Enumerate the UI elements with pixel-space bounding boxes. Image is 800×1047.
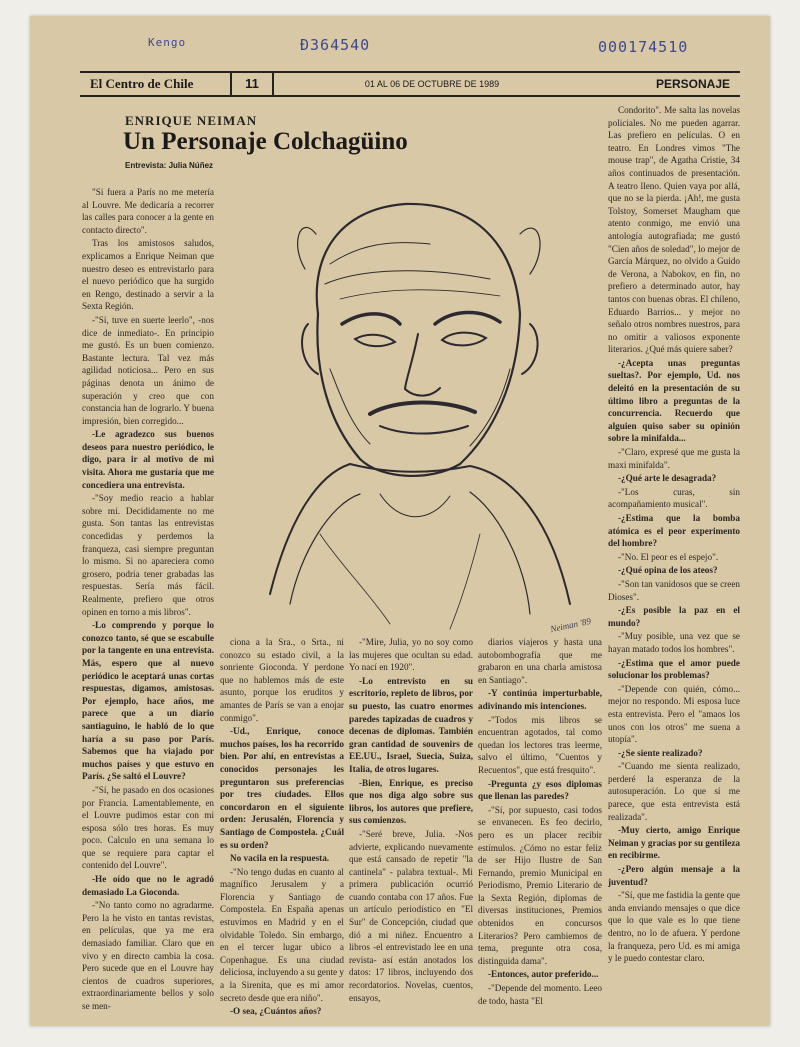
page-number: 11 <box>230 73 274 95</box>
paragraph: -"Sí, tuve en suerte leerlo", -nos dice de inmediato-. En principio me gustó. Es un buen comienzo. Bastante lectura. Tal vez más agilidad noticiosa... Pero en sus páginas denota un ánimo de superación y creo que con constancia han de lograrlo. Y buena impresión, bien corregido... <box>82 314 214 426</box>
publication-name: El Centro de Chile <box>90 76 194 91</box>
paragraph: -"Seré breve, Julia. -Nos advierte, explicando nuevamente que está cansado de repetir "la cantinela" - palabra textual-. Mi primera publicación ocurrió cuando contaba con 17 años. Fue un artículo periodístico en "El Sur" de Concepción, ciudad que dió a mi niñez. Encuentro a libros -el entrevistado lee en una revista- así están anotados los datos: 17 libros, incluyendo dos recordatorios. Novelas, cuentos, ensayos, <box>349 828 473 1003</box>
paragraph: -"Mire, Julia, yo no soy como las mujeres que ocultan su edad. Yo nací en 1920". <box>349 637 473 673</box>
interview-question: No vacila en la respuesta. <box>230 853 330 864</box>
interview-question: -Bien, Enrique, es preciso que nos diga algo sobre sus libros, los autores que prefiere, sus comienzos. <box>349 777 473 826</box>
artist-signature: Neiman '89 <box>549 615 592 635</box>
article-kicker: ENRIQUE NEIMAN <box>125 113 258 128</box>
interview-question: -Le agradezco sus buenos deseos para nuestro periódico, le digo, para ir al motivo de mi visita. Ahora me gustaría que me concediera una entrevista. <box>82 429 214 490</box>
paragraph: Condorito". Me salta las novelas policiales. No me pueden agarrar. Las prefiero en películas. O en teatro. En Londres vimos "The mouse trap", de Agatha Cristie, 34 años continuados de presentación. A teatro lleno. Quien vaya por allá, que no se la pierda. ¡Ah!, me gusta Tolstoy, Somerset Maugham que atento conmigo, me envió una antología autografiada; me gustó "Cien años de soledad", lo mejor de García Márquez, no olvido a Guido de Verona, a Nabokov, en fin, no prefiero a determinado autor, hay tantos con buenas obras. El chileno, Eduardo Barrios... y mejor no señalo otros nombres nuestros, para no omitir a valiosos exponente literarios. ¿Qué más quiere saber? <box>608 105 740 355</box>
interview-question: -¿Qué opina de los ateos? <box>618 565 718 576</box>
paragraph: -"No tanto como no agradarme. Pero la he visto en tantas revistas, en películas, que ya me era demasiado familiar. Claro que en vivo y en directo cambia la cosa. Pero sucede que en el Louvre hay cientos de cuadros superiores, extraordinariamente bellos y solo se men- <box>82 900 214 1011</box>
paragraph: -"Soy medio reacio a hablar sobre mí. Decididamente no me gusta. Son tantas las entrevistas concedidas y perdemos la franqueza, casi siempre preguntan lo mismo. Si no apareciera como grosero, podría tener grabadas las respuestas. Sería más fácil. Realmente, prefiero que otros opinen en torno a mis libros". <box>82 493 214 617</box>
interview-question: -Ud., Enrique, conoce muchos países, los ha recorrido bien. Por ahí, en entrevistas a conocidos personajes les preguntaron sus preferencias por tres ciudades. Ellos concordaron en el siguiente orden: Jerusalén, Florencia y Santiago de Compostela. ¿Cuál es su orden? <box>220 726 344 850</box>
section-name: PERSONAJE <box>655 77 730 91</box>
page-header <box>80 71 740 97</box>
interview-question: -¿Estima que la bomba atómica es el peor experimento del hombre? <box>608 513 740 549</box>
interview-question: -¿Qué arte le desagrada? <box>618 473 717 484</box>
interview-question: -O sea, ¿Cuántos años? <box>230 1006 322 1017</box>
paragraph: -"Claro, expresé que me gusta la maxi minifalda". <box>608 447 740 470</box>
interview-question: -He oído que no le agradó demasiado La Gioconda. <box>82 874 214 897</box>
article-byline: Entrevista: Julia Núñez <box>125 161 214 170</box>
interview-question: -¿Estima que el amor puede solucionar los problemas? <box>608 657 740 681</box>
interview-question: -Pregunta ¿y esos diplomas que llenan las paredes? <box>478 778 602 802</box>
paragraph: -"Depende del momento. Leeo de todo, hasta "El <box>478 983 602 1006</box>
paragraph: Tras los amistosos saludos, explicamos a Enrique Neiman que nuestro deseo es entrevistarlo para el nuevo periódico que ha surgido en Rengo, destinado a servir a la Sexta Región. <box>82 238 214 312</box>
article-column-1 <box>82 186 214 1011</box>
handwritten-code-2: 000174510 <box>598 38 689 56</box>
paragraph: -"Sí, he pasado en dos ocasiones por Francia. Lamentablemente, en el Louvre pudimos estar con mi esposa sólo tres horas. Es muy poco. Calculo en una semana lo que se requiere para captar el contenido del Louvre". <box>82 784 214 871</box>
article-column-2 <box>220 636 344 1017</box>
interview-question: -Lo entrevisto en su escritorio, repleto de libros, por su puesto, las cuatro enormes paredes tapizadas de cuadros y decenas de diplomas. También gran cantidad de souvenirs de EE.UU., Israel, Suecia, Suiza, Italia, de otros lugares. <box>349 675 473 774</box>
interview-question: -Entonces, autor preferido... <box>488 969 599 980</box>
paragraph: -"Los curas, sin acompañamiento musical". <box>608 486 740 510</box>
article-headline: Un Personaje Colchagüino <box>123 128 408 155</box>
issue-date: 01 AL 06 DE OCTUBRE DE 1989 <box>364 79 500 89</box>
paragraph: -"Todos mis libros se encuentran agotados, tal como quedan los lectores tras leerme, salvo el último, "Cuentos y Recuentos", que está fresquito". <box>478 714 602 775</box>
paragraph: -"Depende con quién, cómo... mejor no respondo. Mi esposa luce esta entrevista. Pero el "amaos los unos con los otros" me suena a utopía". <box>608 683 740 745</box>
interview-question: -¿Pero algún mensaje a la juventud? <box>608 864 740 887</box>
paragraph: -"Cuando me sienta realizado, perderé la esperanza de la autosuperación. Lo que sí me parece, que esta entrevista está realizada". <box>608 761 740 822</box>
paragraph: -"Sí, por supuesto, casi todos se envanecen. Es feo decirlo, pero es un placer recibir estímulos. ¿Cómo no estar feliz de ser Hijo Ilustre de San Fernando, premio Municipal en Periodismo, Premio Literario de la Sexta Región, diplomas de diversas instituciones, Premios obtenidos en concursos Literarios? Pero cambiemos de tema, pregunte otra cosa, distinguida dama". <box>478 804 602 966</box>
paragraph: -"Son tan vanidosos que se creen Dioses". <box>608 578 740 602</box>
newspaper-clipping <box>30 16 770 1026</box>
handwritten-code-1: Ɖ364540 <box>300 36 371 54</box>
paragraph: ciona a la Sra., o Srta., ni conozco su estado civil, a la sonriente Gioconda. Y perdone que no hablemos más de este asunto, porque los eruditos y amantes de París se van a enojar conmigo". <box>220 637 344 723</box>
paragraph: -"No tengo dudas en cuanto al magnífico Jerusalem y a Florencia y Santiago de Compostela. En España apenas estuvimos en Madrid y en el olvidable Toledo. Sin embargo, en el tercer lugar ubico a Copenhague. Es una ciudad deliciosa, incluyendo a su gente y a la Sirenita, que es mi amor secreto desde que era niño". <box>220 866 344 1003</box>
interview-question: -¿Acepta unas preguntas sueltas?. Por ejemplo, Ud. nos deleitó en la presentación de su último libro a preguntas de la concurrencia. Recuerdo que alguien quiso saber su opinión sobre la minifalda... <box>608 357 740 444</box>
interview-question: -¿Es posible la paz en el mundo? <box>608 605 740 628</box>
paragraph: -"Sí, que me fastidia la gente que anda enviando mensajes o que dice que lo que vale es lo que tiene dentro, no lo de afuera. Y perdone la franqueza, pero Ud. es mi amiga y le puedo contestar claro. <box>608 890 740 964</box>
paragraph: -"Muy posible, una vez que se hayan matado todos los hombres". <box>608 631 740 654</box>
interview-question: -Lo comprendo y porque lo conozco tanto, sé que se escabulle por la tangente en una entrevista. Más, espero que al nuevo periódico le aceptará unas cortas respuestas, digamos, amistosas. Por ejemplo, hace años, me parece que a un diario santiaguino, le habló de lo que haría a su paso por París. Sabemos que ha viajado por muchos países y que estuvo en París. ¿Se saltó el Louvre? <box>82 620 214 782</box>
article-column-3 <box>349 636 473 1006</box>
paragraph: -"No. El peor es el espejo". <box>618 551 719 562</box>
paragraph: "Si fuera a París no me metería al Louvre. Me dedicaría a recorrer las calles para conocer a la gente en contacto directo". <box>82 187 214 235</box>
handwritten-archive-label: Kengo <box>148 36 187 49</box>
interview-question: -Muy cierto, amigo Enrique Neiman y gracias por su gentileza en recibirme. <box>608 825 740 861</box>
interview-question: -¿Se siente realizado? <box>618 747 703 758</box>
interview-question: -Y continúa imperturbable, adivinando mis intenciones. <box>478 688 602 711</box>
paragraph: diarios viajeros y hasta una autobombografía que me grabaron en una charla amistosa en Santiago". <box>478 637 602 685</box>
portrait-drawing-icon <box>230 174 582 636</box>
article-column-4 <box>478 636 602 1006</box>
article-column-5 <box>608 104 740 1006</box>
